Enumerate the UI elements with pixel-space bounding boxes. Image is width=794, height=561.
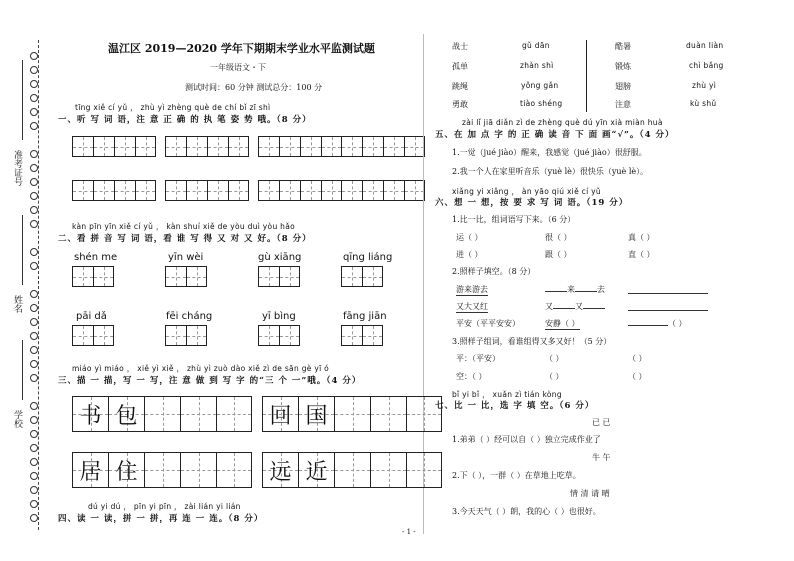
match-word: 注意 <box>615 100 631 109</box>
q3-grid-1[interactable] <box>72 396 252 432</box>
trace-char: 包 <box>108 396 144 432</box>
school-blank-line <box>22 340 23 400</box>
q6-fill-2[interactable] <box>545 301 605 312</box>
q6-fill-3[interactable] <box>545 318 580 330</box>
match-pinyin: gǔ dān <box>522 41 550 50</box>
match-word: 翅膀 <box>615 82 631 91</box>
q2-grid-5[interactable] <box>72 325 114 346</box>
q7-options-2: 牛 午 <box>592 453 611 462</box>
match-word: 勇敢 <box>452 100 468 109</box>
q1-pinyin: tīng xiě cí yǔ ， zhù yì zhèng què de chí bǐ zī shì <box>75 103 271 112</box>
q1-grid-3[interactable] <box>258 136 342 157</box>
q6-blank[interactable]: （ ） <box>628 354 647 363</box>
q1-grid-1[interactable] <box>72 136 156 157</box>
q1-grid-7[interactable] <box>258 180 342 201</box>
q2-grid-1[interactable] <box>72 266 114 287</box>
fill-char: （ ） <box>668 319 687 328</box>
fill-char: 安静（ ） <box>545 319 580 328</box>
fill-char: 又 <box>575 302 583 311</box>
q6-blank[interactable]: 平：（平安） <box>456 354 500 363</box>
binding-strip <box>0 0 45 561</box>
q6-fill-1[interactable] <box>545 284 605 295</box>
q1-grid-4[interactable] <box>341 136 425 157</box>
q6-example-2 <box>456 301 488 313</box>
q6-example-1 <box>456 284 488 296</box>
q2-grid-7[interactable] <box>258 325 300 346</box>
q2-word-3: gù xiāng <box>258 252 302 263</box>
q1-grid-6[interactable] <box>165 180 249 201</box>
q3-title: 三、描 一 描，写 一 写，注 意 做 到 写 字 的“三 个 一”哦。（4 分） <box>58 376 362 386</box>
q2-pinyin: kàn pīn yīn xiě cí yǔ ， kàn shuí xiě de yòu duì yòu hǎo <box>72 222 296 231</box>
exam-no-blank-line <box>22 60 23 140</box>
match-word: 战士 <box>452 42 468 51</box>
q6-blank[interactable]: （ ） <box>545 354 564 363</box>
binding-line <box>38 40 39 530</box>
q2-word-6: fēi cháng <box>166 311 213 322</box>
trace-char: 远 <box>262 452 298 488</box>
q6-example-3: 平安（平平安安） <box>456 319 520 328</box>
test-info: 测试时间：60 分钟 测试总分：100 分 <box>185 83 323 92</box>
match-pinyin: kù shǔ <box>690 99 717 108</box>
q5-line-1: 1.一觉（jué jiào）醒来，我感觉（jué jiào）很舒服。 <box>452 148 647 157</box>
q7-options-3: 情 清 请 晴 <box>570 489 610 498</box>
q2-grid-6[interactable] <box>165 325 207 346</box>
q2-grid-2[interactable] <box>165 266 207 287</box>
q6-blank[interactable]: （ ） <box>545 372 564 381</box>
fill-char: 去 <box>597 285 605 294</box>
q1-grid-2[interactable] <box>165 136 249 157</box>
trace-char: 书 <box>72 396 108 432</box>
q7-pinyin: bǐ yi bǐ ， xuǎn zì tián kòng <box>452 390 562 399</box>
page-title: 温江区 2019—2020 学年下期期末学业水平监测试题 <box>108 42 375 55</box>
q6-blank[interactable]: 空：（ ） <box>456 372 487 381</box>
fill-char: 又 <box>545 302 553 311</box>
match-pinyin: chì bǎng <box>689 61 724 70</box>
trace-char: 住 <box>108 452 144 488</box>
q5-line-2: 2.我一个人在家里听音乐（yuè lè）很快乐（yuè lè）。 <box>452 167 649 176</box>
q3-grid-2[interactable] <box>262 396 442 432</box>
q6-line-1[interactable] <box>628 293 708 294</box>
trace-char: 回 <box>262 396 298 432</box>
match-word: 锻炼 <box>615 62 631 71</box>
q6-blank[interactable]: 运（ ） <box>456 233 483 242</box>
q2-grid-3[interactable] <box>258 266 300 287</box>
q3-pinyin: miáo yì miáo ， xiě yì xiě ， zhù yì zuò dào xiě zì de sān gè yī ó <box>72 364 330 373</box>
example-text: 游来游去 <box>456 285 488 294</box>
q6-blank[interactable]: 直（ ） <box>628 250 655 259</box>
q7-options-1: 已 已 <box>592 418 611 427</box>
trace-char: 居 <box>72 452 108 488</box>
page-number: - 1 - <box>402 528 416 536</box>
q2-word-8: fāng jiān <box>343 311 387 322</box>
q3-grid-3[interactable] <box>72 452 252 488</box>
q4-title: 四、读 一 读，拼 一 拼，再 连 一 连。（8 分） <box>58 514 264 524</box>
q2-word-5: pāi dǎ <box>76 311 107 322</box>
match-pinyin: tiào shéng <box>520 99 563 108</box>
q6-line-2[interactable] <box>628 310 708 311</box>
q1-grid-8[interactable] <box>341 180 425 201</box>
trace-char: 国 <box>298 396 334 432</box>
q7-line-3: 3.今天天气（ ）朗，我的心（ ）也很好。 <box>452 507 601 516</box>
match-word: 跳绳 <box>452 82 468 91</box>
match-pinyin: duàn liàn <box>686 41 724 50</box>
binding-label-school: 学校 <box>12 410 22 428</box>
q7-line-2: 2.下（ ），一群（ ）在草地上吃草。 <box>452 471 581 480</box>
binding-label-name: 姓名 <box>12 295 22 313</box>
q7-line-1: 1.弟弟（ ）经可以自（ ）独立完成作业了 <box>452 435 601 444</box>
grade-label: 一年级语文・下 <box>210 63 266 72</box>
q2-grid-4[interactable] <box>341 266 383 287</box>
q2-word-2: yīn wèi <box>168 252 204 263</box>
q3-grid-4[interactable] <box>262 452 442 488</box>
match-divider <box>586 40 587 112</box>
match-pinyin: zhàn shì <box>520 61 554 70</box>
name-blank-line <box>22 215 23 285</box>
q2-word-7: yī bìng <box>262 311 296 322</box>
q6-blank[interactable]: （ ） <box>628 372 647 381</box>
q6-sub1: 1.比一比，组词语写下来。（6 分） <box>452 215 576 224</box>
q6-blank[interactable]: 很（ ） <box>545 233 572 242</box>
q6-blank[interactable]: 进（ ） <box>456 250 483 259</box>
match-pinyin: yǒng gǎn <box>521 81 559 90</box>
q2-title: 二、看 拼 音 写 词 语，看 谁 写 得 又 对 又 好。（8 分） <box>58 234 312 244</box>
q2-grid-8[interactable] <box>341 325 383 346</box>
q2-word-4: qīng liáng <box>343 252 393 263</box>
match-word: 酷暑 <box>615 42 631 51</box>
q7-title: 七、比 一 比，选 字 填 空。（6 分） <box>435 401 595 411</box>
q6-title: 六、想 一 想，按 要 求 写 词 语。（19 分） <box>435 198 629 208</box>
match-pinyin: zhù yì <box>692 81 717 90</box>
q2-word-1: shén me <box>74 252 118 263</box>
binding-label-exam-no: 准考证号 <box>12 150 22 186</box>
q6-pinyin: xiǎng yi xiǎng ， àn yāo qiú xiě cí yǔ <box>452 187 601 196</box>
q5-title: 五、在 加 点 字 的 正 确 读 音 下 面 画“√”。（4 分） <box>435 130 675 140</box>
q6-sub2: 2.照样子填空。（8 分） <box>452 267 536 276</box>
match-word: 孤单 <box>452 62 468 71</box>
q6-sub3: 3.照样子组词，看谁组得又多又好！（5 分） <box>452 337 612 346</box>
q6-blank[interactable]: 真（ ） <box>628 233 655 242</box>
q1-grid-5[interactable] <box>72 180 156 201</box>
q1-title: 一、听 写 词 语，注 意 正 确 的 执 笔 姿 势 哦。（8 分） <box>58 115 312 125</box>
q6-blank[interactable]: 跟（ ） <box>545 250 572 259</box>
q5-pinyin: zài lǐ jiā diǎn zì de zhèng què dú yīn xià miàn huà <box>462 118 663 127</box>
example-text: 又大又红 <box>456 302 488 311</box>
q4-pinyin: dú yi dú ， pīn yi pīn ， zài lián yi lián <box>88 502 241 511</box>
q6-fill-4[interactable] <box>628 318 687 329</box>
fill-char: 来 <box>567 285 575 294</box>
trace-char: 近 <box>298 452 334 488</box>
